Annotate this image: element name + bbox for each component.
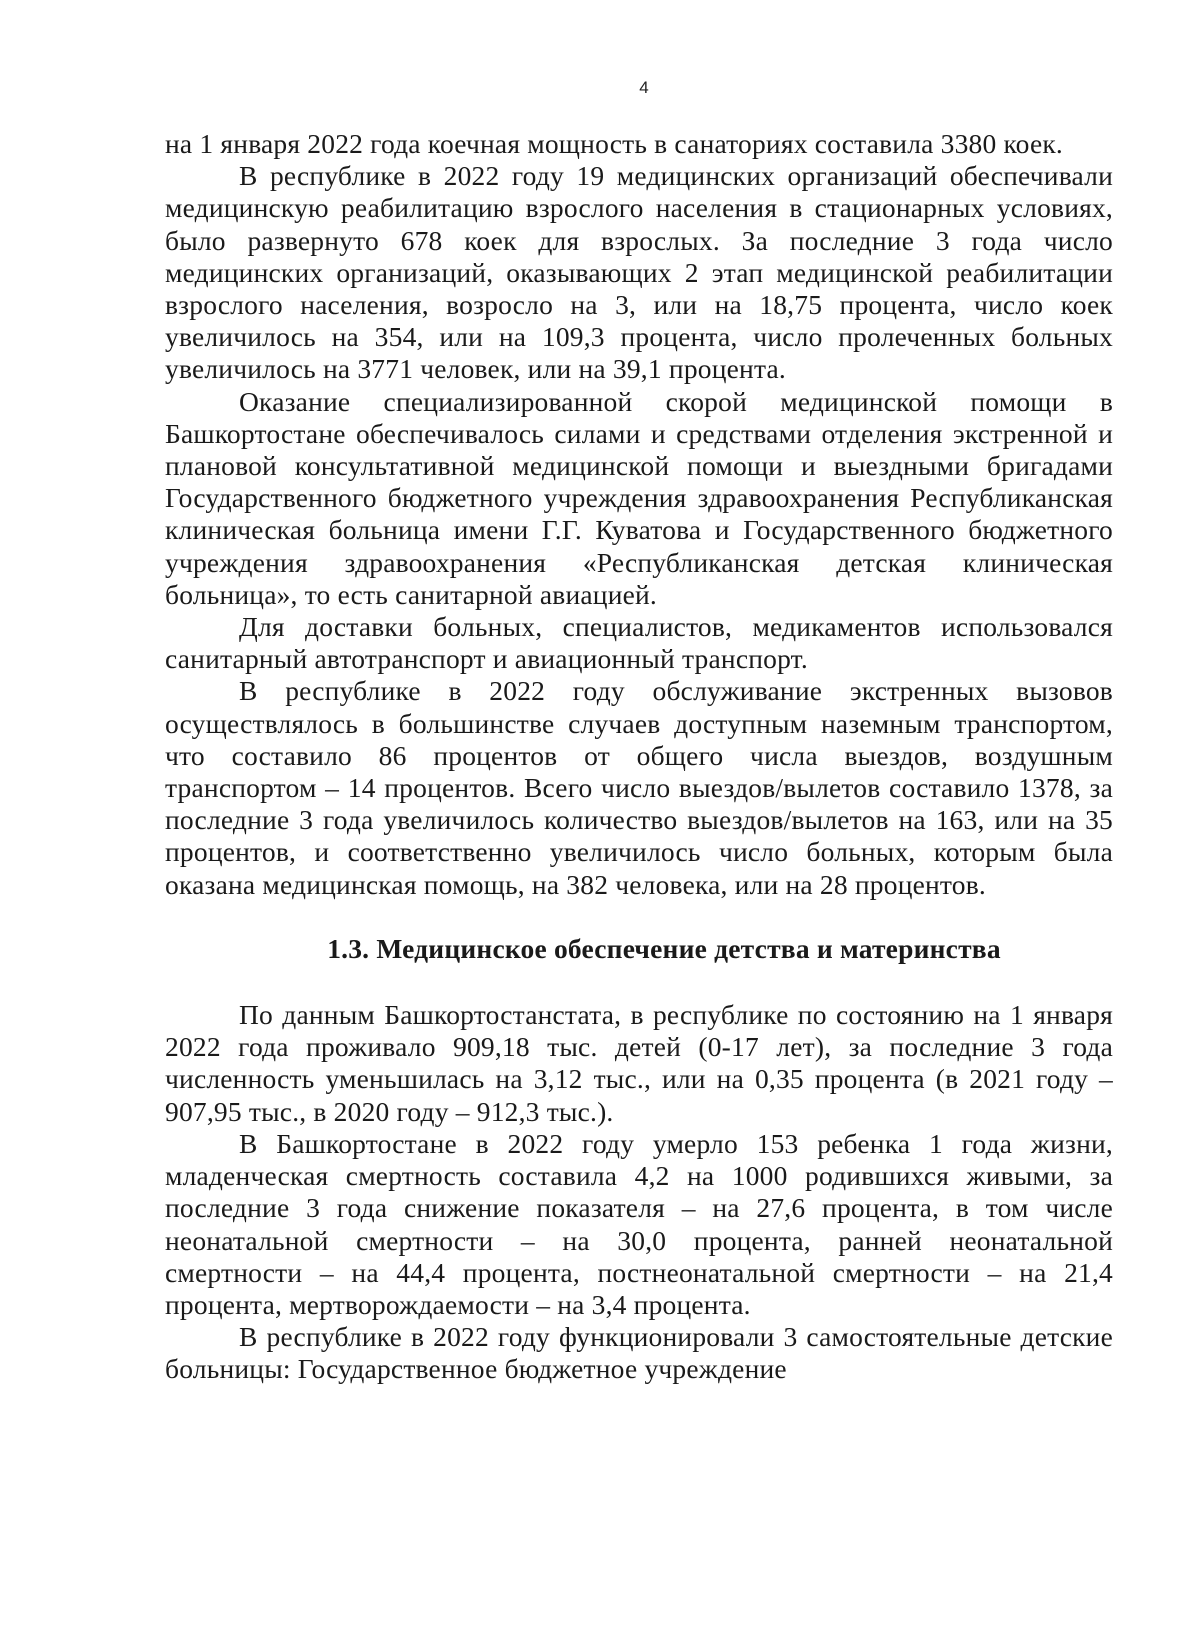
- paragraph: на 1 января 2022 года коечная мощность в санаториях составила 3380 коек.: [165, 128, 1063, 159]
- paragraph: В республике в 2022 году обслуживание экстренных вызовов осуществлялось в большинстве случаев доступным наземным транспортом, что составило 86 процентов от общего числа выездов, воздушным транспортом – 14 процентов. Всего число выездов/вылетов составило 1378, за последние 3 года увеличилось количество выездов/вылетов на 163, или на 35 процентов, и соответственно увеличилось число больных, которым была оказана медицинская помощь, на 382 человека, или на 28 процентов.: [165, 675, 1113, 900]
- paragraph: В республике в 2022 году функционировали 3 самостоятельные детские больницы: Государственное бюджетное учреждение: [165, 1321, 1113, 1385]
- document-body: [165, 128, 1113, 1386]
- paragraph: Для доставки больных, специалистов, медикаментов использовался санитарный автотранспорт и авиационный транспорт.: [165, 611, 1113, 675]
- paragraph: По данным Башкортостанстата, в республике по состоянию на 1 января 2022 года проживало 909,18 тыс. детей (0-17 лет), за последние 3 года численность уменьшилась на 3,12 тыс., или на 0,35 процента (в 2021 году – 907,95 тыс., в 2020 году – 912,3 тыс.).: [165, 999, 1113, 1127]
- paragraph: В Башкортостане в 2022 году умерло 153 ребенка 1 года жизни, младенческая смертность составила 4,2 на 1000 родившихся живыми, за последние 3 года снижение показателя – на 27,6 процента, в том числе неонатальной смертности – на 30,0 процента, ранней неонатальной смертности – на 44,4 процента, постнеонатальной смертности – на 21,4 процента, мертворождаемости – на 3,4 процента.: [165, 1127, 1113, 1320]
- section-heading: 1.3. Медицинское обеспечение детства и материнства: [327, 932, 1001, 964]
- paragraph: Оказание специализированной скорой медицинской помощи в Башкортостане обеспечивалось силами и средствами отделения экстренной и плановой консультативной медицинской помощи и выездными бригадами Государственного бюджетного учреждения здравоохранения Республиканская клиническая больница имени Г.Г. Куватова и Государственного бюджетного учреждения здравоохранения «Республиканская детская клиническая больница», то есть санитарной авиацией.: [165, 385, 1113, 610]
- page-number: 4: [639, 78, 649, 97]
- paragraph: В республике в 2022 году 19 медицинских организаций обеспечивали медицинскую реабилитацию взрослого населения в стационарных условиях, было развернуто 678 коек для взрослых. За последние 3 года число медицинских организаций, оказывающих 2 этап медицинской реабилитации взрослого населения, возросло на 3, или на 18,75 процента, число коек увеличилось на 354, или на 109,3 процента, число пролеченных больных увеличилось на 3771 человек, или на 39,1 процента.: [165, 160, 1113, 385]
